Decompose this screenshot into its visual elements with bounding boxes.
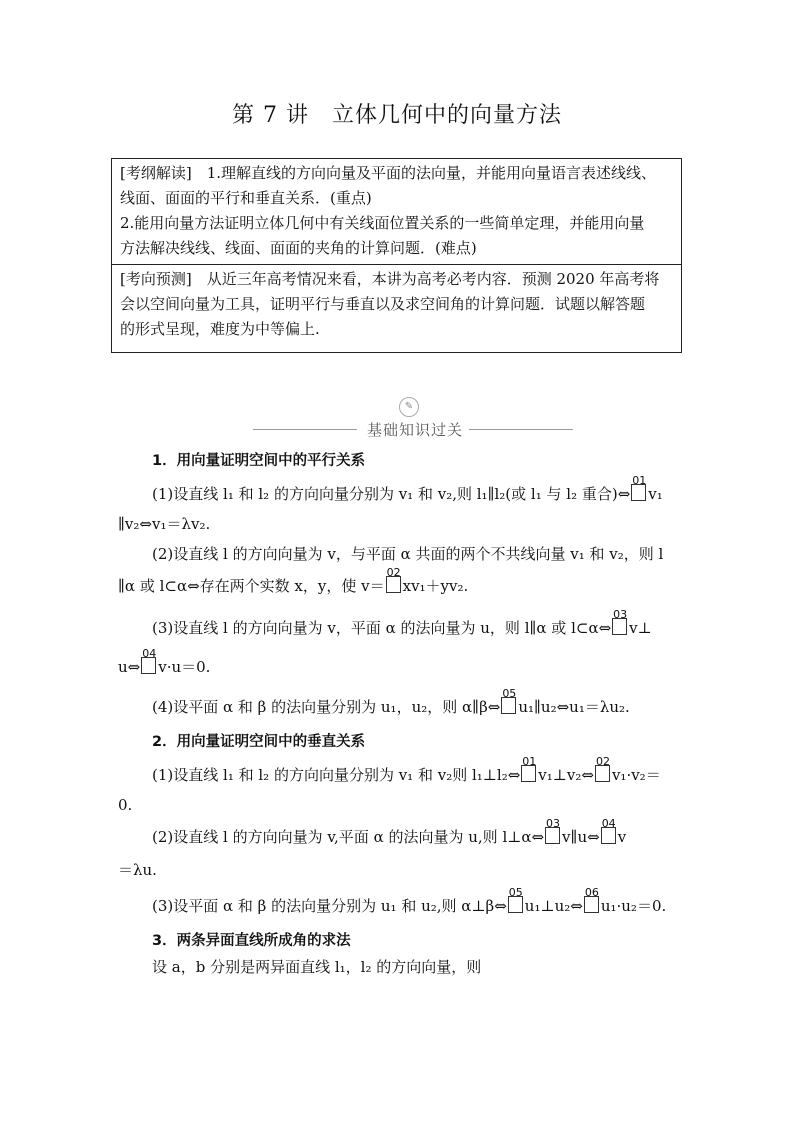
answer-box: 05	[508, 896, 523, 913]
paragraph: (3)设平面 α 和 β 的法向量分别为 u₁ 和 u₂,则 α⊥β⇔ 05 u₁⊥u₂⇔ 06 u₁·u₂＝0.	[152, 886, 667, 915]
section-heading: 2．用向量证明空间中的垂直关系	[152, 734, 366, 750]
forecast-line: 会以空间向量为工具，证明平行与垂直以及求空间角的计算问题．试题以解答题	[120, 295, 646, 313]
syllabus-line: 线面、面面的平行和垂直关系．(重点)	[120, 189, 372, 207]
answer-box: 03	[545, 827, 560, 844]
paragraph: 0.	[118, 796, 133, 814]
answer-box: 01	[521, 765, 536, 782]
syllabus-line: 2.能用向量方法证明立体几何中有关线面位置关系的一些简单定理，并能用向量	[120, 214, 645, 232]
forecast-line: 的形式呈现，难度为中等偏上.	[120, 320, 320, 338]
section-heading: 3．两条异面直线所成角的求法	[152, 933, 351, 949]
answer-box: 02	[386, 576, 401, 593]
divider	[253, 429, 357, 430]
paragraph: (2)设直线 l 的方向向量为 v，与平面 α 共面的两个不共线向量 v₁ 和 v₂，则 l	[152, 545, 664, 563]
page-title: 第 7 讲 立体几何中的向量方法	[232, 103, 562, 128]
paragraph: (4)设平面 α 和 β 的法向量分别为 u₁，u₂，则 α∥β⇔ 05 u₁∥u₂⇔u₁＝λu₂.	[152, 687, 630, 716]
paragraph: (2)设直线 l 的方向向量为 v,平面 α 的法向量为 u,则 l⊥α⇔ 03 v∥u⇔ 04 v	[152, 817, 627, 846]
paragraph: (1)设直线 l₁ 和 l₂ 的方向向量分别为 v₁ 和 v₂,则 l₁∥l₂(或 l₁ 与 l₂ 重合)⇔ 01 v₁	[152, 474, 663, 503]
section-heading: 1．用向量证明空间中的平行关系	[152, 453, 366, 469]
forecast-line: [考向预测] 从近三年高考情况来看，本讲为高考必考内容．预测 2020 年高考将	[120, 270, 660, 288]
answer-box: 06	[584, 896, 599, 913]
divider	[469, 429, 573, 430]
pen-icon: ✎	[399, 397, 419, 417]
answer-box: 04	[601, 827, 616, 844]
separator-label: 基础知识过关	[366, 421, 463, 439]
syllabus-box	[111, 158, 682, 265]
paragraph: ∥v₂⇔v₁＝λv₂.	[118, 515, 211, 533]
syllabus-line: 方法解决线线、线面、面面的夹角的计算问题．(难点)	[120, 239, 477, 257]
forecast-box	[111, 265, 682, 353]
section-separator	[253, 397, 573, 441]
paragraph: u⇔ 04 v·u＝0.	[118, 647, 211, 676]
answer-box: 03	[612, 618, 627, 635]
answer-box: 04	[141, 657, 156, 674]
answer-box: 05	[501, 697, 516, 714]
answer-box: 01	[631, 484, 646, 501]
paragraph: (1)设直线 l₁ 和 l₂ 的方向向量分别为 v₁ 和 v₂则 l₁⊥l₂⇔ 01 v₁⊥v₂⇔ 02 v₁·v₂＝	[152, 755, 661, 784]
paragraph: ∥α 或 l⊂α⇔存在两个实数 x，y，使 v＝ 02 xv₁＋yv₂.	[118, 566, 469, 595]
paragraph: ＝λu.	[118, 861, 157, 879]
paragraph: 设 a，b 分别是两异面直线 l₁，l₂ 的方向向量，则	[152, 958, 482, 976]
answer-box: 02	[595, 765, 610, 782]
paragraph: (3)设直线 l 的方向向量为 v，平面 α 的法向量为 u，则 l∥α 或 l⊂α⇔ 03 v⊥	[152, 608, 652, 637]
syllabus-line: [考纲解读] 1.理解直线的方向向量及平面的法向量，并能用向量语言表述线线、	[120, 164, 657, 182]
